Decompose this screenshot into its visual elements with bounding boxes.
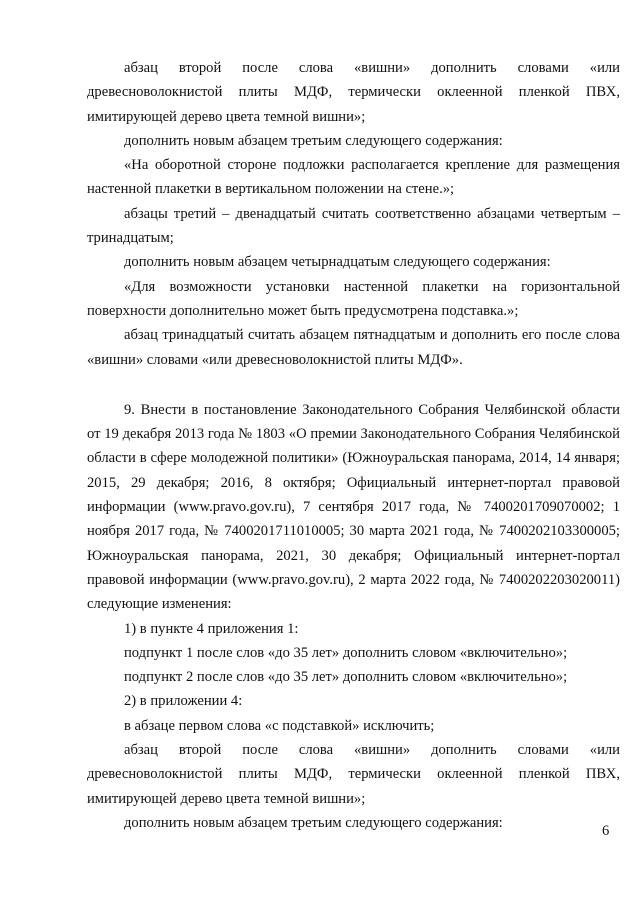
paragraph: абзац второй после слова «вишни» дополнить словами «или древесноволокнистой плиты МДФ, термически оклеенной пленкой ПВХ, имитирующей дерево цвета темной вишни»; (87, 60, 620, 125)
document-body (87, 56, 620, 835)
paragraph: в абзаце первом слова «с подставкой» исключить; (124, 717, 435, 734)
paragraph: 2) в приложении 4: (124, 693, 243, 710)
paragraph: дополнить новым абзацем третьим следующего содержания: (124, 814, 503, 831)
paragraph: дополнить новым абзацем четырнадцатым следующего содержания: (124, 254, 551, 271)
page-number: 6 (602, 823, 610, 839)
paragraph: «На оборотной стороне подложки располагается крепление для размещения настенной плакетки в вертикальном положении на стене.»; (87, 157, 620, 198)
paragraph: подпункт 2 после слов «до 35 лет» дополнить словом «включительно»; (124, 669, 568, 686)
paragraph: абзац тринадцатый считать абзацем пятнадцатым и дополнить его после слова «вишни» словами «или древесноволокнистой плиты МДФ». (87, 327, 620, 368)
paragraph: 1) в пункте 4 приложения 1: (124, 620, 299, 637)
paragraph: подпункт 1 после слов «до 35 лет» дополнить словом «включительно»; (124, 644, 568, 661)
paragraph: дополнить новым абзацем третьим следующего содержания: (124, 132, 503, 149)
paragraph: абзац второй после слова «вишни» дополнить словами «или древесноволокнистой плиты МДФ, термически оклеенной пленкой ПВХ, имитирующей дерево цвета темной вишни»; (87, 742, 620, 807)
paragraph: «Для возможности установки настенной плакетки на горизонтальной поверхности дополнительно может быть предусмотрена подставка.»; (87, 278, 620, 319)
paragraph: абзацы третий – двенадцатый считать соответственно абзацами четвертым – тринадцатым; (87, 205, 620, 247)
section-item-9: 9. Внести в постановление Законодательного Собрания Челябинской области от 19 декабря 2013 года № 1803 «О премии Законодательного Собрания Челябинской области в сфере молодежной политики» (Южноуральская панорама, 2014, 14 января; 2015, 29 декабря; 2016, 8 октября; Официальный интернет-портал правовой информации (www.pravo.gov.ru), 7 сентября 2017 года, № 7400201709070002; 1 ноября 2017 года, № 7400201711010005; 30 марта 2021 года, № 7400202103300005; Южноуральская панорама, 2021, 30 декабря; Официальный интернет-портал правовой информации (www.pravo.gov.ru), 2 марта 2022 года, № 7400202203020011) следующие изменения: (87, 401, 620, 613)
